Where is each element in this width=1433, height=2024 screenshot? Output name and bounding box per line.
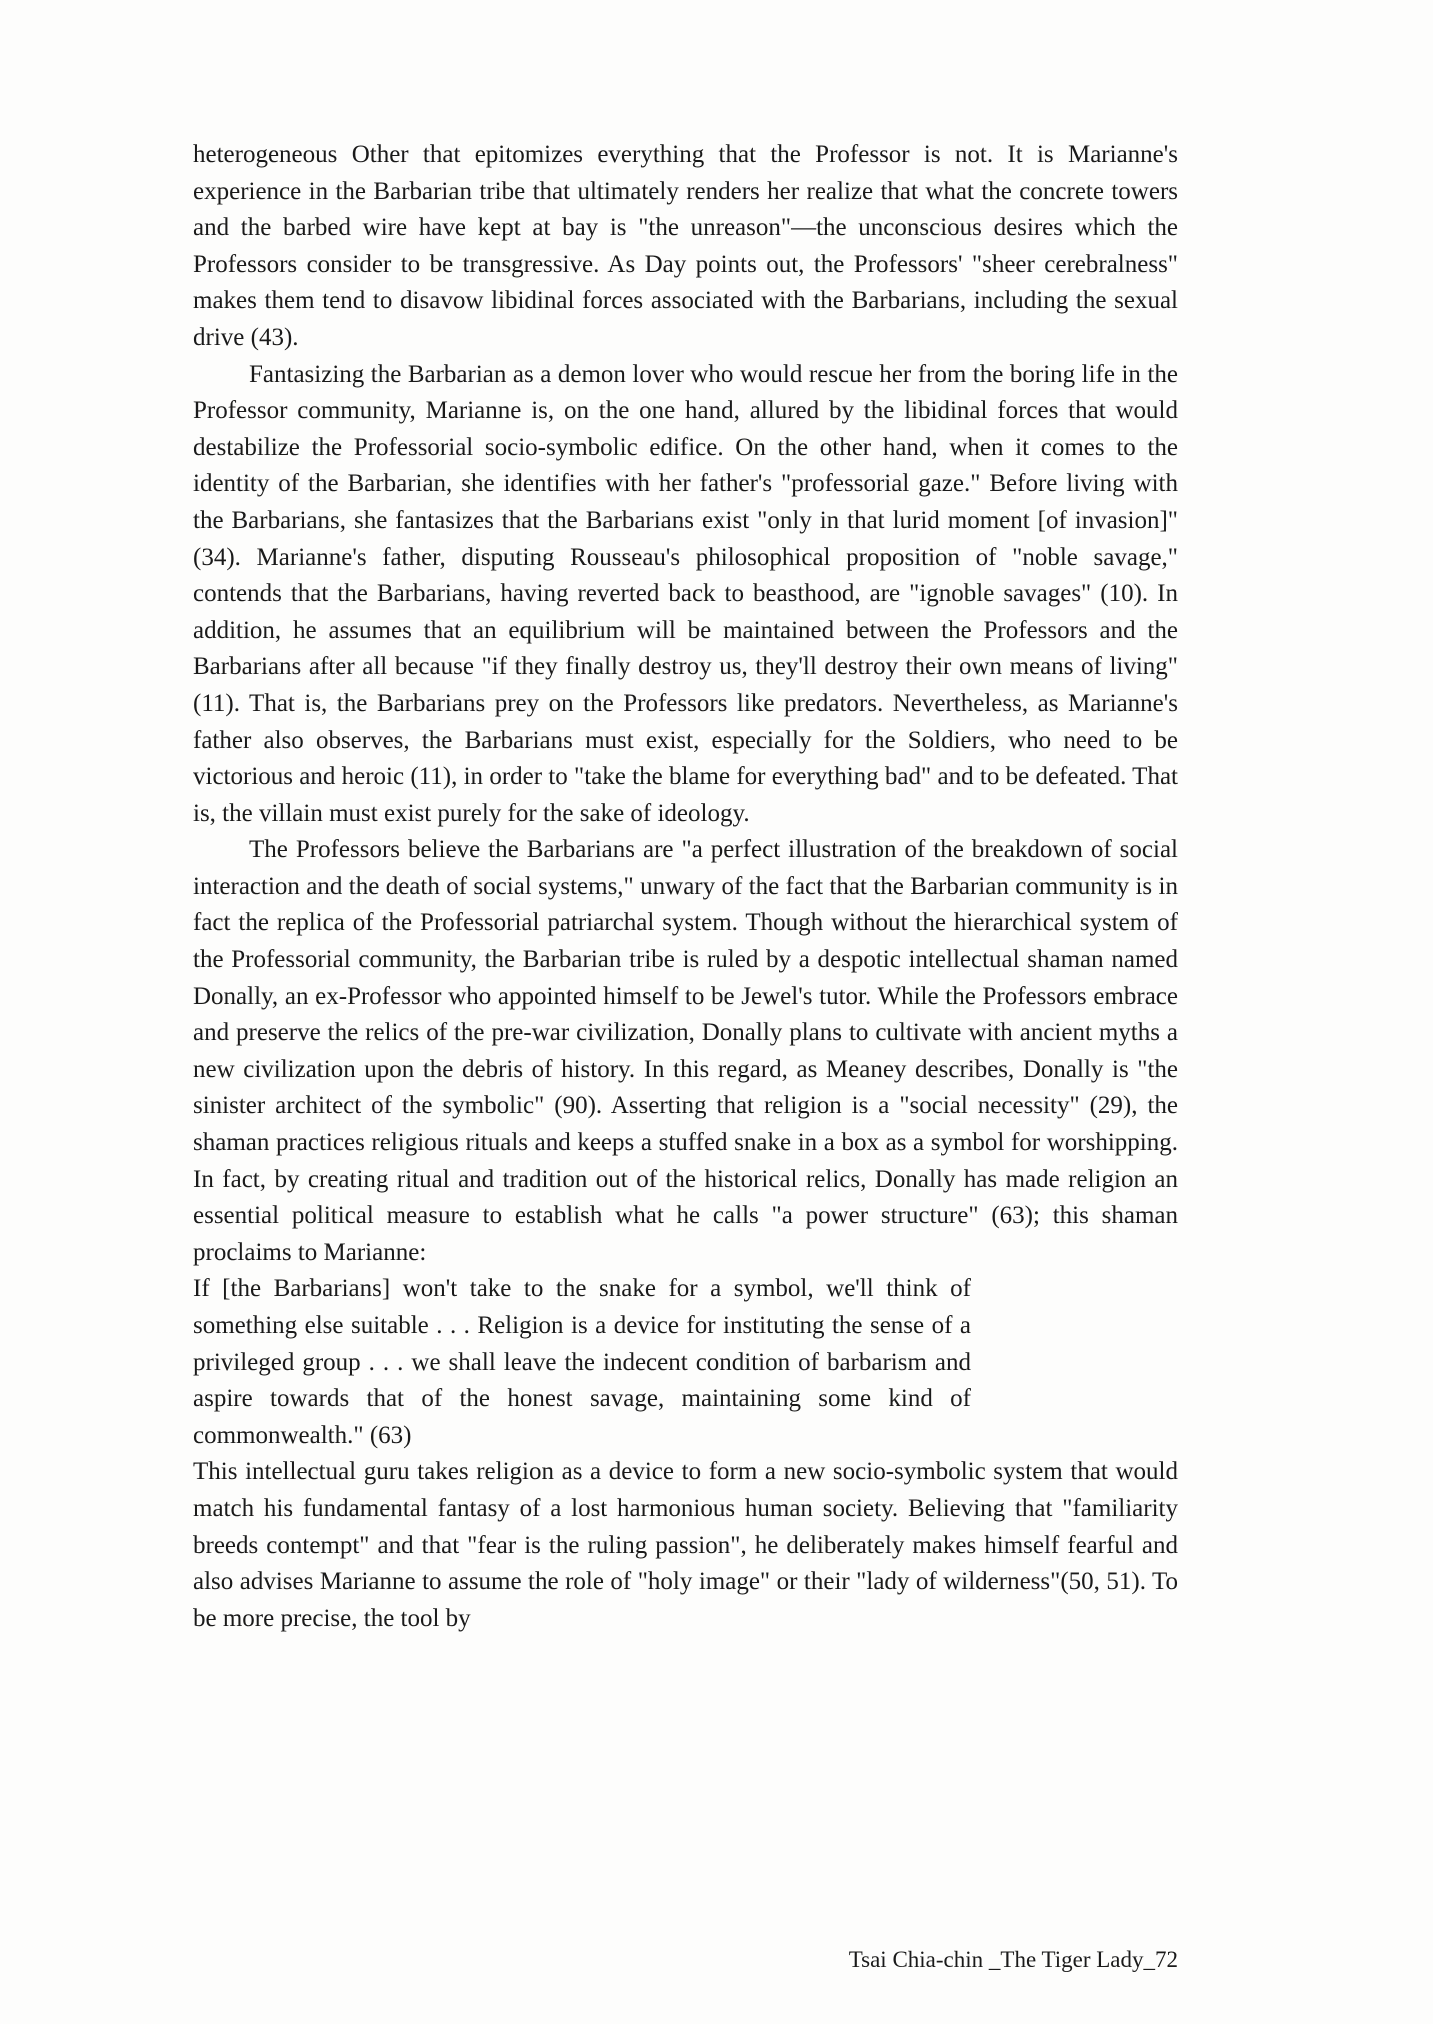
body-text	[193, 137, 1178, 1637]
paragraph-2: Fantasizing the Barbarian as a demon lover who would rescue her from the boring life in the Professor community, Marianne is, on the one hand, allured by the libidinal forces that would destabilize the Professorial socio-symbolic edifice. On the other hand, when it comes to the identity of the Barbarian, she identifies with her father's "professorial gaze." Before living with the Barbarians, she fantasizes that the Barbarians exist "only in that lurid moment [of invasion]" (34). Marianne's father, disputing Rousseau's philosophical proposition of "noble savage," contends that the Barbarians, having reverted back to beasthood, are "ignoble savages" (10). In addition, he assumes that an equilibrium will be maintained between the Professors and the Barbarians after all because "if they finally destroy us, they'll destroy their own means of living" (11). That is, the Barbarians prey on the Professors like predators. Nevertheless, as Marianne's father also observes, the Barbarians must exist, especially for the Soldiers, who need to be victorious and heroic (11), in order to "take the blame for everything bad" and to be defeated. That is, the villain must exist purely for the sake of ideology.	[193, 360, 1178, 827]
page-footer: Tsai Chia-chin _The Tiger Lady_72	[848, 1947, 1178, 1972]
closing-paragraph: This intellectual guru takes religion as a device to form a new socio-symbolic system that would match his fundamental fantasy of a lost harmonious human society. Believing that "familiarity breeds contempt" and that "fear is the ruling passion", he deliberately makes himself fearful and also advises Marianne to assume the role of "holy image" or their "lady of wilderness"(50, 51). To be more precise, the tool by	[193, 1458, 1178, 1632]
paragraph-1: heterogeneous Other that epitomizes everything that the Professor is not. It is Marianne's experience in the Barbarian tribe that ultimately renders her realize that what the concrete towers and the barbed wire have kept at bay is "the unreason"—the unconscious desires which the Professors consider to be transgressive. As Day points out, the Professors' "sheer cerebralness" makes them tend to disavow libidinal forces associated with the Barbarians, including the sexual drive (43).	[193, 141, 1178, 351]
paragraph-3: The Professors believe the Barbarians are "a perfect illustration of the breakdown of social interaction and the death of social systems," unwary of the fact that the Barbarian community is in fact the replica of the Professorial patriarchal system. Though without the hierarchical system of the Professorial community, the Barbarian tribe is ruled by a despotic intellectual shaman named Donally, an ex-Professor who appointed himself to be Jewel's tutor. While the Professors embrace and preserve the relics of the pre-war civilization, Donally plans to cultivate with ancient myths a new civilization upon the debris of history. In this regard, as Meaney describes, Donally is "the sinister architect of the symbolic" (90). Asserting that religion is a "social necessity" (29), the shaman practices religious rituals and keeps a stuffed snake in a box as a symbol for worshipping. In fact, by creating ritual and tradition out of the historical relics, Donally has made religion an essential political measure to establish what he calls "a power structure" (63); this shaman proclaims to Marianne:	[193, 836, 1178, 1266]
block-quote: If [the Barbarians] won't take to the snake for a symbol, we'll think of something else suitable . . . Religion is a device for instituting the sense of a privileged group . . . we shall leave the indecent condition of barbarism and aspire towards that of the honest savage, maintaining some kind of commonwealth." (63)	[193, 1275, 971, 1449]
